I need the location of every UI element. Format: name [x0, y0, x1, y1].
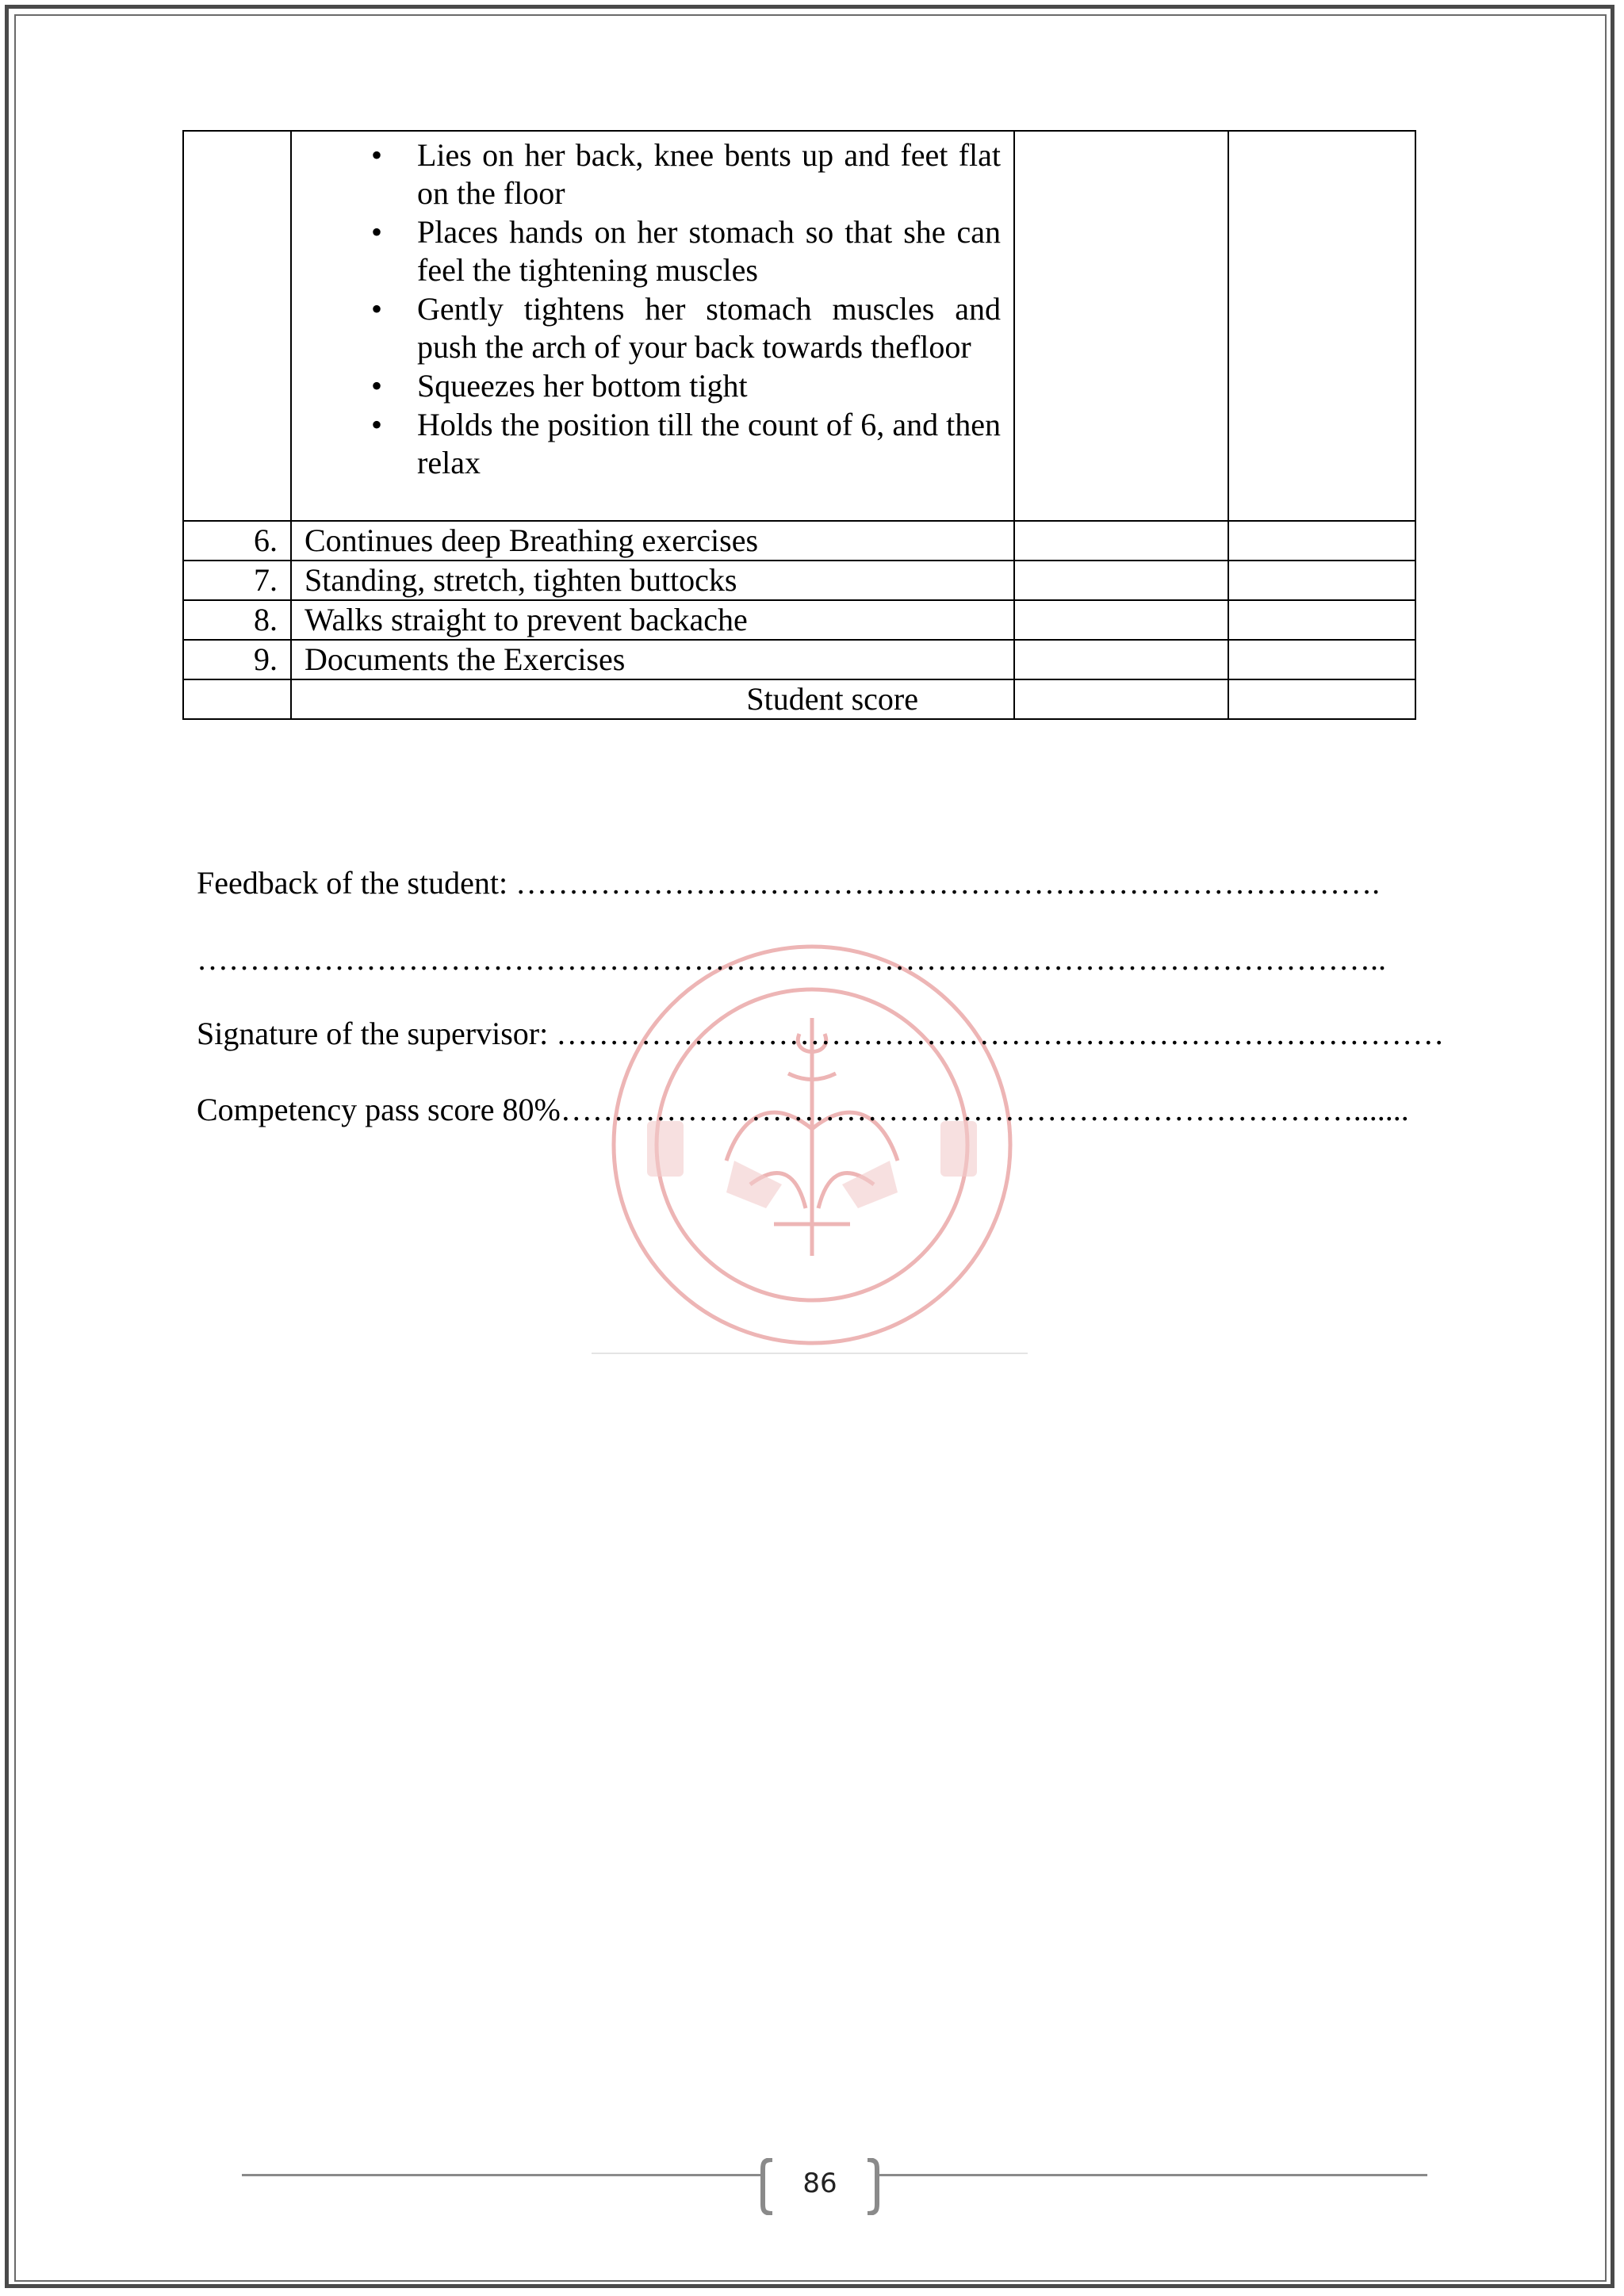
bullet-text: Places hands on her stomach so that she can feel the tightening muscles: [417, 214, 1001, 288]
table-row: [183, 561, 1415, 600]
score-cell: [1014, 640, 1228, 679]
bullet-text: Lies on her back, knee bents up and feet flat on the floor: [417, 137, 1001, 211]
list-item: [371, 290, 1001, 366]
table-row: [183, 600, 1415, 640]
list-item: [371, 213, 1001, 289]
serial-number-cell: 9.: [183, 640, 291, 679]
table-row: [183, 640, 1415, 679]
supervisor-signature-line: Signature of the supervisor: …………………………………………………………………………: [197, 1016, 1445, 1051]
student-score-label: Student score: [291, 679, 1014, 719]
remarks-cell: [1228, 600, 1415, 640]
bullet-icon: •: [371, 291, 383, 327]
score-cell: [1014, 679, 1228, 719]
list-item: [371, 367, 1001, 405]
serial-number-cell: [183, 679, 291, 719]
remarks-cell: [1228, 640, 1415, 679]
table-row: [183, 521, 1415, 561]
serial-number-cell: 7.: [183, 561, 291, 600]
bullet-icon: •: [371, 214, 383, 250]
list-item: [371, 136, 1001, 212]
remarks-cell: [1228, 131, 1415, 521]
step-cell: Standing, stretch, tighten buttocks: [291, 561, 1014, 600]
score-cell: [1014, 131, 1228, 521]
step-bullet-list: [304, 136, 1001, 482]
feedback-continuation-line: …………………………………………………………………………………………………..: [197, 941, 1386, 977]
list-item: [371, 406, 1001, 482]
serial-number-cell: [183, 131, 291, 521]
competency-pass-score-line: Competency pass score 80%………………………………………………………………….......: [197, 1092, 1409, 1127]
step-cell: [291, 131, 1014, 521]
score-cell: [1014, 600, 1228, 640]
bullet-icon: •: [371, 407, 383, 442]
bullet-text: Gently tightens her stomach muscles and push the arch of your back towards thefloor: [417, 291, 1001, 365]
score-cell: [1014, 561, 1228, 600]
footer-rule-right: [875, 2174, 1427, 2176]
footer-rule-left: [242, 2174, 761, 2176]
page-number-bracket: [760, 2158, 880, 2215]
score-cell: [1014, 521, 1228, 561]
step-cell: Continues deep Breathing exercises: [291, 521, 1014, 561]
step-cell: Walks straight to prevent backache: [291, 600, 1014, 640]
table-row: [183, 131, 1415, 521]
state-emblem-watermark-icon: [592, 923, 1028, 1354]
procedure-checklist-table: [182, 130, 1416, 720]
serial-number-cell: 6.: [183, 521, 291, 561]
page-number: 86: [802, 2168, 837, 2199]
bullet-icon: •: [371, 368, 383, 404]
step-cell: Documents the Exercises: [291, 640, 1014, 679]
bullet-text: Squeezes her bottom tight: [417, 368, 748, 404]
serial-number-cell: 8.: [183, 600, 291, 640]
remarks-cell: [1228, 521, 1415, 561]
remarks-cell: [1228, 561, 1415, 600]
student-score-row: [183, 679, 1415, 719]
bullet-text: Holds the position till the count of 6, and then relax: [417, 407, 1001, 480]
student-feedback-line: Feedback of the student: ……………………………………………………………………….: [197, 865, 1381, 901]
remarks-cell: [1228, 679, 1415, 719]
bullet-icon: •: [371, 137, 383, 173]
